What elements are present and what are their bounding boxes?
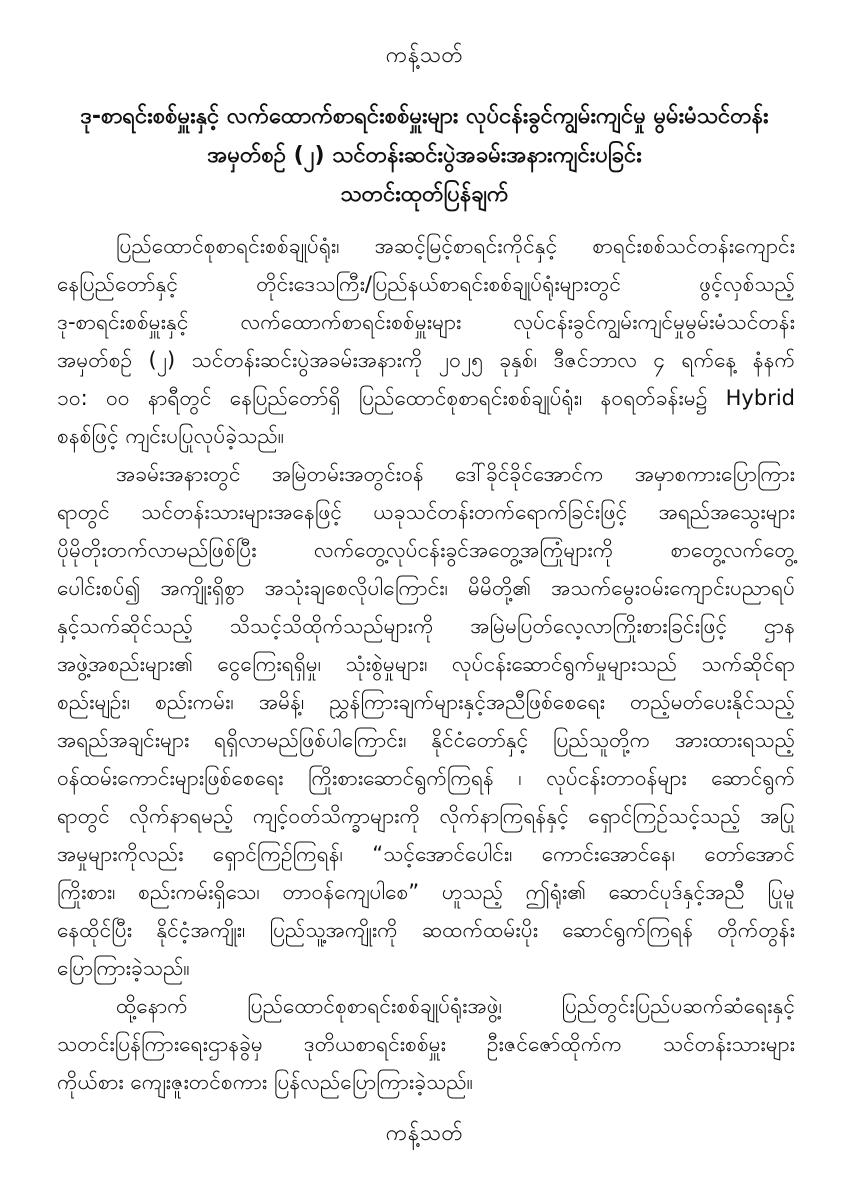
text-line: ဒု-စာရင်းစစ်မှူးနှင့် လက်ထောက်စာရင်းစစ်မှူးများ လုပ်ငန်းခွင်ကျွမ်းကျင်မှုမွမ်းမံသင်တန်း: [57, 310, 795, 334]
text-line: အမှတ်စဉ် (၂) သင်တန်းဆင်းပွဲအခမ်းအနားကျင်းပခြင်း: [207, 143, 642, 168]
text-line: ထို့နောက် ပြည်ထောင်စုစာရင်းစစ်ချုပ်ရုံးအဖွဲ့၊ ပြည်တွင်းပြည်ပဆက်ဆံရေးနှင့်: [116, 994, 795, 1018]
text-line: ပေါင်းစပ်၍ အကျိုးရှိစွာ အသုံးချစေလိုပါကြောင်း၊ မိမိတို့၏ အသက်မွေးဝမ်းကျောင်းပညာရပ်: [57, 576, 795, 600]
text-line: သတင်းထုတ်ပြန်ချက်: [340, 182, 509, 207]
paragraph: [57, 227, 795, 455]
text-line: စနစ်ဖြင့် ကျင်းပပြုလုပ်ခဲ့သည်။: [57, 424, 285, 448]
text-line: ပြည်ထောင်စုစာရင်းစစ်ချုပ်ရုံး၊ အဆင့်မြင့်စာရင်းကိုင်နှင့် စာရင်းစစ်သင်တန်းကျောင်း: [116, 234, 795, 258]
text-line: ရာတွင် သင်တန်းသားများအနေဖြင့် ယခုသင်တန်းတက်ရောက်ခြင်းဖြင့် အရည်အသွေးများ: [57, 500, 795, 524]
text-line: အရည်အချင်းများ ရရှိလာမည်ဖြစ်ပါကြောင်း၊ နိုင်ငံတော်နှင့် ပြည်သူတို့က အားထားရသည့်: [57, 728, 795, 752]
text-line: ဝန်ထမ်းကောင်းများဖြစ်စေရေး ကြိုးစားဆောင်ရွက်ကြရန် ၊ လုပ်ငန်းတာဝန်များ ဆောင်ရွက်: [57, 766, 795, 790]
header-classification: ကန့်သတ်: [385, 43, 464, 68]
text-line: သတင်းပြန်ကြားရေးဌာနခွဲမှ ဒုတိယစာရင်းစစ်မှူး ဦးဇင်ဇော်ထိုက်က သင်တန်းသားများ: [57, 1032, 795, 1056]
text-line: နေထိုင်ပြီး နိုင်ငံ့အကျိုး၊ ပြည်သူ့အကျိုးကို ဆထက်ထမ်းပိုး ဆောင်ရွက်ကြရန် တိုက်တွန်း: [57, 918, 795, 942]
document-title: [0, 97, 849, 214]
document-body: [57, 227, 795, 1101]
text-line: ရာတွင် လိုက်နာရမည့် ကျင့်ဝတ်သိက္ခာများကို လိုက်နာကြရန်နှင့် ရှောင်ကြဉ်သင့်သည့် အပြု: [57, 804, 795, 828]
text-line: ကြိုးစား၊ စည်းကမ်းရှိသေ၊ တာဝန်ကျေပါစေ” ဟူသည့် ဤရုံး၏ ဆောင်ပုဒ်နှင့်အညီ ပြုမူ: [57, 880, 795, 904]
text-line: စည်းမျဉ်း၊ စည်းကမ်း၊ အမိန့်၊ ညွှန်ကြားချက်များနှင့်အညီဖြစ်စေရေး တည့်မတ်ပေးနိုင်သည့်: [57, 690, 795, 714]
text-line: ကိုယ်စား ကျေးဇူးတင်စကား ပြန်လည်ပြောကြားခဲ့သည်။: [57, 1070, 474, 1094]
text-line: အမှတ်စဉ် (၂) သင်တန်းဆင်းပွဲအခမ်းအနားကို ၂၀၂၅ ခုနှစ်၊ ဒီဇင်ဘာလ ၄ ရက်နေ့ နံနက်: [57, 348, 795, 372]
text-line: အမှုများကိုလည်း ရှောင်ကြဉ်ကြရန်၊ “သင့်အောင်ပေါင်း၊ ကောင်းအောင်နေ၊ တော်အောင်: [57, 842, 795, 866]
text-line: ဒု-စာရင်းစစ်မှူးနှင့် လက်ထောက်စာရင်းစစ်မှူးများ လုပ်ငန်းခွင်ကျွမ်းကျင်မှု မွမ်းမံသင်တန်း: [80, 104, 769, 129]
text-line: ပြောကြားခဲ့သည်။: [57, 956, 190, 980]
paragraph: [57, 455, 795, 987]
text-line: အခမ်းအနားတွင် အမြဲတမ်းအတွင်းဝန် ဒေါ်ခိုင်ခိုင်အောင်က အမှာစကားပြောကြား: [116, 462, 795, 486]
text-line: ပိုမိုတိုးတက်လာမည်ဖြစ်ပြီး လက်တွေ့လုပ်ငန်းခွင်အတွေ့အကြုံများကို စာတွေ့လက်တွေ့: [57, 538, 795, 562]
text-line: နှင့်သက်ဆိုင်သည့် သိသင့်သိထိုက်သည်များကို အမြဲမပြတ်လေ့လာကြိုးစားခြင်းဖြင့် ဌာန: [57, 614, 795, 638]
text-line: နေပြည်တော်နှင့် တိုင်းဒေသကြီး/ပြည်နယ်စာရင်းစစ်ချုပ်ရုံးများတွင် ဖွင့်လှစ်သည့်: [57, 272, 795, 296]
paragraph: [57, 987, 795, 1101]
footer-classification: ကန့်သတ်: [385, 1121, 464, 1146]
text-line: ၁၀: ၀၀ နာရီတွင် နေပြည်တော်ရှိ ပြည်ထောင်စုစာရင်းစစ်ချုပ်ရုံး၊ နဝရတ်ခန်းမ၌ Hybrid: [57, 386, 795, 410]
text-line: အဖွဲ့အစည်းများ၏ ငွေကြေးရရှိမှု၊ သုံးစွဲမှုများ၊ လုပ်ငန်းဆောင်ရွက်မှုများသည် သက်ဆိုင်ရာ: [57, 652, 795, 676]
